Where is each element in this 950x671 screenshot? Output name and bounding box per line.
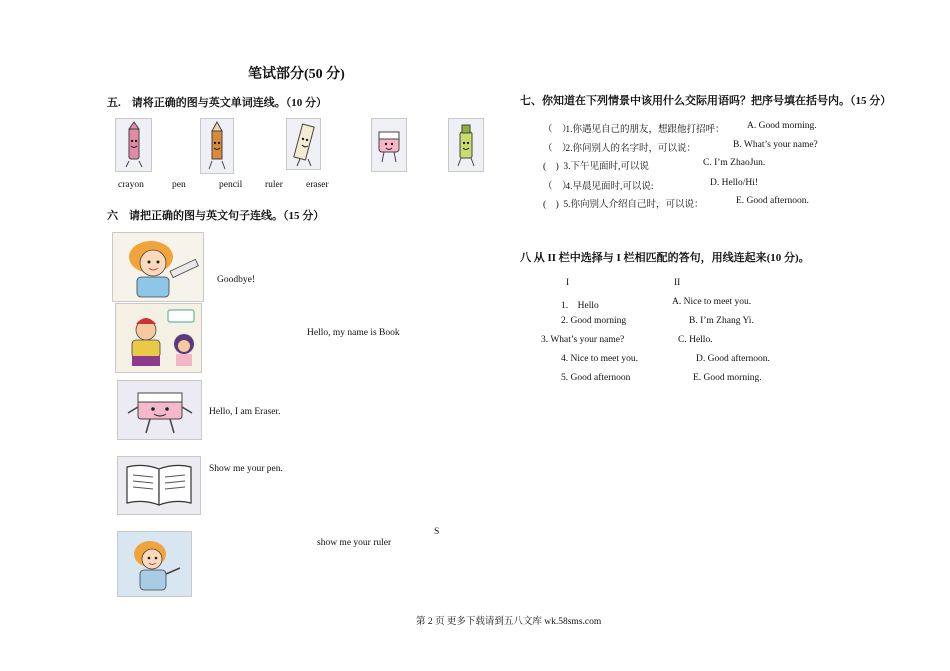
- girl-picture: [117, 531, 192, 597]
- section-5-heading: 五. 请将正确的图与英文单词连线。（10 分）: [107, 97, 327, 109]
- page-footer: 第 2 页 更多下载请到五八文库 wk.58sms.com: [416, 617, 602, 627]
- children-picture: [115, 303, 202, 373]
- dialogue-item-3: [543, 158, 649, 172]
- dialogue-item-2: [543, 140, 696, 154]
- stray-mark: S: [434, 527, 440, 537]
- dialogue-option-e: E. Good afternoon.: [736, 196, 809, 206]
- sentence-goodbye: Goodbye!: [217, 275, 255, 285]
- match-left-2: 2. Good morning: [561, 316, 627, 326]
- dialogue-option-c: C. I’m ZhaoJun.: [703, 158, 766, 168]
- dialogue-question: 4.早晨见面时,可以说:: [565, 182, 654, 192]
- dialogue-question: 5.你向别人介绍自己时，可以说：: [563, 200, 704, 210]
- book-picture: [117, 456, 201, 515]
- section-6-heading: 六 请把正确的图与英文句子连线。（15 分）: [107, 210, 325, 222]
- section-8-heading: 八 从 II 栏中选择与 I 栏相匹配的答句，用线连起来(10 分)。: [520, 252, 810, 264]
- section-7-heading: 七、你知道在下列情景中该用什么交际用语吗？把序号填在括号内。（15 分）: [520, 95, 892, 107]
- answer-blank[interactable]: （ ）: [543, 144, 572, 154]
- column-ii-header: II: [674, 278, 681, 288]
- word-ruler: ruler: [265, 180, 283, 190]
- dialogue-question: 1.你遇见自己的朋友，想跟他打招呼：: [565, 125, 725, 135]
- match-right-a: A. Nice to meet you.: [672, 297, 752, 307]
- eraser-picture: [371, 118, 407, 172]
- girl-with-ruler-picture: [112, 232, 204, 302]
- match-right-c: C. Hello.: [678, 335, 713, 345]
- match-left-1: 1. Hello: [561, 301, 599, 311]
- answer-blank[interactable]: （ ）: [543, 125, 572, 135]
- word-crayon: crayon: [118, 180, 144, 190]
- match-right-e: E. Good morning.: [693, 373, 762, 383]
- match-left-3: 3. What’s your name?: [541, 335, 625, 345]
- word-pen: pen: [172, 180, 186, 190]
- match-right-b: B. I’m Zhang Yi.: [689, 316, 754, 326]
- sentence-my-name-is-book: Hello, my name is Book: [307, 328, 400, 338]
- dialogue-item-1: [543, 121, 725, 135]
- match-right-d: D. Good afternoon.: [696, 354, 770, 364]
- answer-blank[interactable]: ( ): [543, 200, 559, 210]
- sentence-i-am-eraser: Hello, I am Eraser.: [209, 407, 281, 417]
- dialogue-item-5: [543, 196, 704, 210]
- sentence-show-me-your-ruler: show me your ruler: [317, 538, 392, 548]
- crayon-picture: [115, 118, 152, 172]
- answer-blank[interactable]: ( ): [543, 162, 559, 172]
- pencil-picture: [200, 118, 234, 174]
- dialogue-option-d: D. Hello/Hi!: [710, 178, 759, 188]
- answer-blank[interactable]: （ ）: [543, 182, 572, 192]
- dialogue-option-b: B. What’s your name?: [733, 140, 818, 150]
- match-left-5: 5. Good afternoon: [561, 373, 631, 383]
- glue-picture: [448, 118, 484, 172]
- word-eraser: eraser: [306, 180, 329, 190]
- dialogue-question: 2.你问别人的名字时，可以说：: [565, 144, 697, 154]
- match-left-4: 4. Nice to meet you.: [561, 354, 639, 364]
- sentence-show-me-your-pen: Show me your pen.: [209, 464, 283, 474]
- eraser-character-picture: [117, 380, 202, 440]
- dialogue-option-a: A. Good morning.: [747, 121, 817, 131]
- column-i-header: I: [566, 278, 570, 288]
- word-pencil: pencil: [219, 180, 243, 190]
- dialogue-item-4: [543, 178, 654, 192]
- page-title: 笔试部分(50 分): [248, 67, 345, 82]
- dialogue-question: 3.下午见面时,可以说: [563, 162, 649, 172]
- ruler-picture: [286, 118, 321, 170]
